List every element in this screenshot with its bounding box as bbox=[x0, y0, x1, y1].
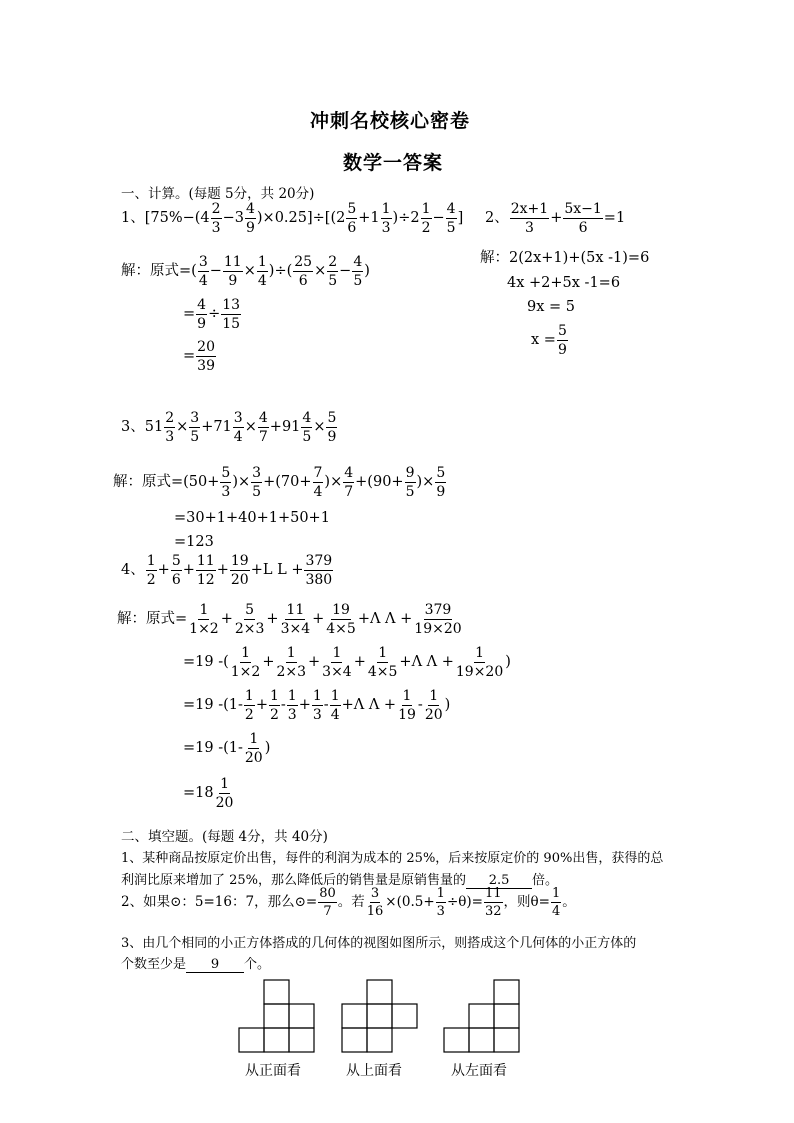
fraction: $\frac{1}{19}$ bbox=[398, 688, 416, 723]
fraction: 4 9 bbox=[245, 201, 255, 236]
q1-solution-line2: = $\frac{4}{9}$ ÷ $\frac{13}{15}$ bbox=[183, 297, 241, 332]
q4-solution-line1: 解：原式 = $\frac{1}{1\times 2}$ + $\frac{5}{2\times 3}$ + $\frac{11}{3\times 4}$ + $\frac{19}{4\times 5}$ +Λ Λ + $\frac{379}{19\times 20}$ bbox=[117, 602, 462, 637]
fill-q1-answer: 2.5 bbox=[466, 873, 532, 889]
caption-left-view: 从左面看 bbox=[451, 1063, 507, 1079]
front-view bbox=[238, 978, 318, 1056]
top-view bbox=[341, 978, 421, 1056]
q2-solution-line1: 解： 2(2x+1)+(5x -1)=6 bbox=[480, 250, 650, 266]
fraction: $\frac{4}{7}$ bbox=[258, 410, 268, 445]
q4-solution-line2: =19 -( 1 1×2 + $\frac{1}{2\times 3}$ + $\frac{1}{3\times 4}$ + $\frac{1}{4\times 5}$ +Λ Λ + $\frac{1}{19\times 20}$ ) bbox=[183, 645, 511, 680]
fraction: $\frac{19}{4\times 5}$ bbox=[326, 602, 356, 637]
fraction: $\frac{3}{5}$ bbox=[190, 410, 200, 445]
fraction: $\frac{1}{1\times 2}$ bbox=[189, 602, 219, 637]
fraction: $\frac{80}{7}$ bbox=[319, 886, 336, 919]
fraction: $\frac{5x-1}{6}$ bbox=[564, 201, 602, 236]
fraction: $\frac{1}{2}$ bbox=[269, 688, 279, 723]
fraction: $\frac{3}{16}$ bbox=[366, 886, 384, 919]
q1-solution-line3: = $\frac{20}{39}$ bbox=[183, 339, 215, 374]
fraction: $\frac{1}{4\times 5}$ bbox=[367, 645, 398, 680]
fraction: $\frac{4}{9}$ bbox=[197, 297, 207, 332]
caption-front-view: 从正面看 bbox=[245, 1063, 301, 1079]
fraction: $\frac{3}{5}$ bbox=[252, 465, 262, 500]
fraction: $\frac{2}{5}$ bbox=[328, 254, 338, 289]
fraction: $\frac{25}{6}$ bbox=[294, 254, 313, 289]
fraction: $\frac{3}{4}$ bbox=[233, 410, 243, 445]
q3-solution-line2: =30+1+40+1+50+1 bbox=[174, 510, 330, 526]
fill-q1-line1: 1、某种商品按原定价出售，每件的利润为成本的 25%，后来按原定价的 90%出售，获得的总 bbox=[121, 851, 664, 866]
q2-solution-line3: 9x = 5 bbox=[527, 299, 575, 315]
fraction: 3 4 bbox=[198, 254, 208, 289]
fraction: $\frac{1}{4}$ bbox=[551, 886, 561, 919]
fraction: $\frac{379}{19\times 20}$ bbox=[414, 602, 462, 637]
fraction: 1 20 bbox=[424, 688, 443, 723]
q2-expression: 2、 2x+1 3 + $\frac{5x-1}{6}$ =1 bbox=[485, 201, 626, 236]
fraction: $\frac{11}{12}$ bbox=[196, 553, 215, 588]
q2-solution-line4: x = $\frac{5}{9}$ bbox=[531, 323, 567, 358]
fraction: $\frac{4}{7}$ bbox=[344, 465, 354, 500]
fraction: $\frac{4}{5}$ bbox=[353, 254, 363, 289]
fraction: $\frac{11}{32}$ bbox=[484, 886, 502, 919]
page-subtitle: 数学一答案 bbox=[343, 152, 444, 174]
fill-q3-line2: 个数至少是 9 个。 bbox=[121, 957, 271, 972]
fraction: 1 4 bbox=[330, 688, 340, 723]
fraction: $\frac{1}{4}$ bbox=[257, 254, 267, 289]
fraction: 1 3 bbox=[381, 201, 391, 236]
fraction: 2 3 bbox=[211, 201, 221, 236]
fraction: 1 3 bbox=[287, 688, 297, 723]
caption-top-view: 从上面看 bbox=[346, 1063, 402, 1079]
fraction: $\frac{1}{2\times 3}$ bbox=[276, 645, 307, 680]
fraction: 2x+1 3 bbox=[510, 201, 549, 236]
q3-solution-line3: =123 bbox=[174, 534, 214, 550]
page-title: 冲刺名校核心密卷 bbox=[310, 110, 471, 132]
fill-q3-line1: 3、由几个相同的小正方体搭成的几何体的视图如图所示，则搭成这个几何体的小正方体的 bbox=[121, 936, 637, 951]
fill-q1-line2: 利润比原来增加了 25%，那么降低后的销售量是原销售量的 2.5 倍。 bbox=[121, 873, 559, 888]
left-view bbox=[443, 978, 523, 1056]
fraction: $\frac{4}{5}$ bbox=[446, 201, 456, 236]
fill-q3-answer: 9 bbox=[186, 957, 244, 973]
fraction: $\frac{5}{9}$ bbox=[327, 410, 337, 445]
fraction: 5 6 bbox=[347, 201, 357, 236]
fraction: $\frac{1}{19\times 20}$ bbox=[455, 645, 504, 680]
fraction: 1 2 bbox=[146, 553, 156, 588]
q4-solution-line3: =19 -(1- 1 2 + $\frac{1}{2}$ - 1 3 + $\frac{1}{3}$ - 1 4 +Λ Λ + $\frac{1}{19}$ - 1 20 ) bbox=[183, 688, 451, 723]
q3-solution-line1: 解：原式 =(50+ $\frac{5}{3}$ )× $\frac{3}{5}$ +(70+ $\frac{7}{4}$ )× $\frac{4}{7}$ +(90+ $\frac{9}{5}$ )× $\frac{5}{9}$ bbox=[113, 465, 446, 500]
fraction: $\frac{20}{39}$ bbox=[197, 339, 215, 374]
section2-heading: 二、填空题。(每题 4分，共 40分) bbox=[121, 829, 328, 845]
fraction: $\frac{5}{2\times 3}$ bbox=[234, 602, 265, 637]
q2-solution-line2: 4x +2+5x -1=6 bbox=[507, 275, 621, 291]
fraction: $\frac{4}{5}$ bbox=[302, 410, 312, 445]
fraction: $\frac{5}{9}$ bbox=[436, 465, 446, 500]
fraction: 1 2 bbox=[244, 688, 254, 723]
fill-q2: 2、如果⊙：5=16：7，那么⊙= $\frac{80}{7}$ 。若 $\frac{3}{16}$ ×(0.5+ $\frac{1}{3}$ ÷θ)= $\frac{11}{32}$ ，则θ= $\frac{1}{4}$ 。 bbox=[121, 886, 576, 919]
fraction: $\frac{7}{4}$ bbox=[313, 465, 323, 500]
section1-heading: 一、计算。(每题 5分，共 20分) bbox=[121, 186, 315, 202]
fraction: $\frac{2}{3}$ bbox=[165, 410, 175, 445]
fraction: 1 2 bbox=[421, 201, 431, 236]
fraction: $\frac{5}{9}$ bbox=[557, 323, 567, 358]
q4-expression: 4、 1 2 + $\frac{5}{6}$ + $\frac{11}{12}$ + $\frac{19}{20}$ +L L + $\frac{379}{380}$ bbox=[121, 553, 333, 588]
fraction: $\frac{379}{380}$ bbox=[305, 553, 333, 588]
fraction: 1 1×2 bbox=[230, 645, 261, 680]
q1-solution-line1: 解：原式 =( 3 4 − $\frac{11}{9}$ × $\frac{1}{4}$ )÷( $\frac{25}{6}$ × $\frac{2}{5}$ − $\frac{4}{5}$ ) bbox=[121, 254, 370, 289]
fraction: $\frac{19}{20}$ bbox=[230, 553, 249, 588]
fraction: 1 20 bbox=[215, 776, 234, 811]
fraction: $\frac{11}{9}$ bbox=[223, 254, 242, 289]
fraction: $\frac{11}{3\times 4}$ bbox=[280, 602, 311, 637]
q4-solution-line4: =19 -(1- 1 20 ) bbox=[183, 731, 271, 766]
fraction: $\frac{5}{6}$ bbox=[171, 553, 181, 588]
fraction: $\frac{13}{15}$ bbox=[222, 297, 241, 332]
q1-expression: 1、 [75% −(4 2 3 −3 4 9 )×0.25]÷[(2 5 6 +1 1 3 )÷2 1 2 − $\frac{4}{5}$ ] bbox=[121, 201, 464, 236]
fraction: $\frac{1}{3}$ bbox=[436, 886, 445, 919]
q3-expression: 3、 51 $\frac{2}{3}$ × $\frac{3}{5}$ +71 $\frac{3}{4}$ × $\frac{4}{7}$ +91 $\frac{4}{5}$ × $\frac{5}{9}$ bbox=[121, 410, 337, 445]
fraction: $\frac{1}{3}$ bbox=[312, 688, 322, 723]
q4-solution-line5: =18 1 20 bbox=[183, 776, 234, 811]
fraction: $\frac{5}{3}$ bbox=[221, 465, 231, 500]
fraction: $\frac{1}{3\times 4}$ bbox=[322, 645, 352, 680]
fraction: 1 20 bbox=[244, 731, 263, 766]
fraction: $\frac{9}{5}$ bbox=[405, 465, 415, 500]
